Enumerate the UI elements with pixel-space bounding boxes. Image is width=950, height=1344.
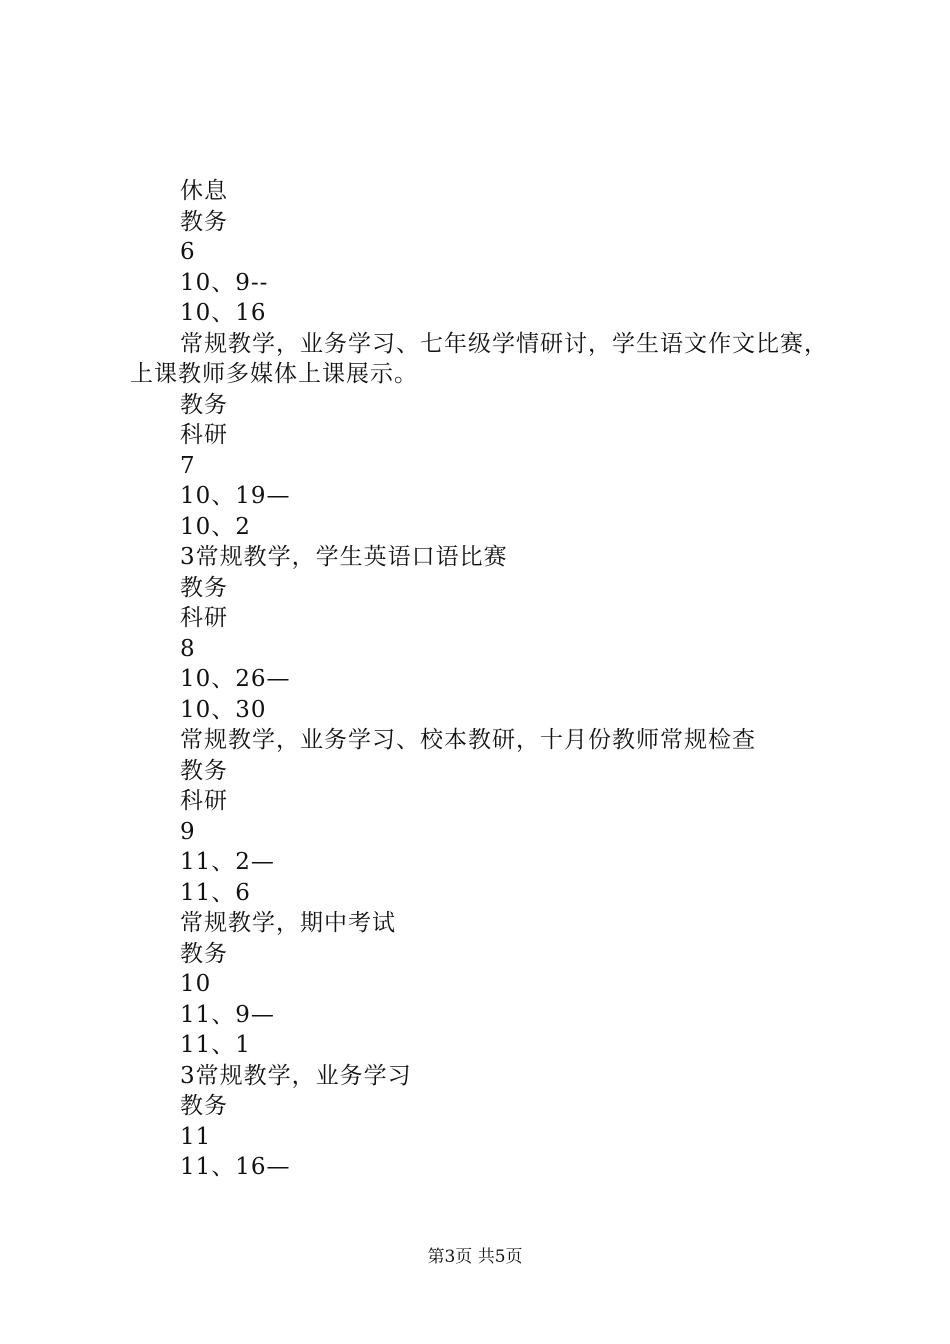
- text-paragraph: 常规教学，业务学习、七年级学情研讨，学生语文作文比赛，上课教师多媒体上课展示。: [130, 330, 828, 387]
- text-line: 8: [180, 635, 196, 662]
- text-line: 11、6: [180, 879, 251, 906]
- text-line: 11、1: [180, 1032, 251, 1058]
- text-line: 10、30: [180, 696, 267, 723]
- text-line: 11: [180, 1123, 212, 1150]
- text-line: 科研: [180, 422, 228, 448]
- text-line: 11、2—: [180, 849, 275, 875]
- document-body: [130, 176, 850, 1183]
- text-line: 教务: [180, 574, 228, 601]
- page-footer: 第3页 共5页: [427, 1247, 523, 1267]
- text-line: 教务: [180, 1093, 228, 1119]
- text-line: 11、16—: [180, 1154, 291, 1180]
- text-line: 教务: [180, 391, 228, 418]
- text-line: 教务: [180, 208, 228, 235]
- text-line: 科研: [180, 605, 228, 631]
- text-line: 教务: [180, 757, 228, 784]
- text-line: 10、19—: [180, 483, 291, 509]
- text-line: 休息: [180, 178, 228, 204]
- text-line: 6: [180, 239, 196, 265]
- text-line: 9: [180, 818, 196, 845]
- text-line: 11、9—: [180, 1001, 275, 1028]
- text-line: 常规教学，业务学习、校本教研，十月份教师常规检查: [180, 727, 756, 753]
- text-line: 3常规教学，学生英语口语比赛: [180, 544, 508, 570]
- text-line: 10、9--: [180, 269, 269, 296]
- text-line: 3常规教学，业务学习: [180, 1062, 412, 1089]
- text-line: 10: [180, 971, 212, 997]
- text-line: 7: [180, 452, 196, 479]
- text-line: 科研: [180, 788, 228, 814]
- text-line: 教务: [180, 940, 228, 967]
- text-line: 10、16: [180, 300, 267, 326]
- text-line: 常规教学，期中考试: [180, 910, 396, 936]
- text-line: 10、2: [180, 513, 251, 540]
- text-line: 10、26—: [180, 666, 291, 692]
